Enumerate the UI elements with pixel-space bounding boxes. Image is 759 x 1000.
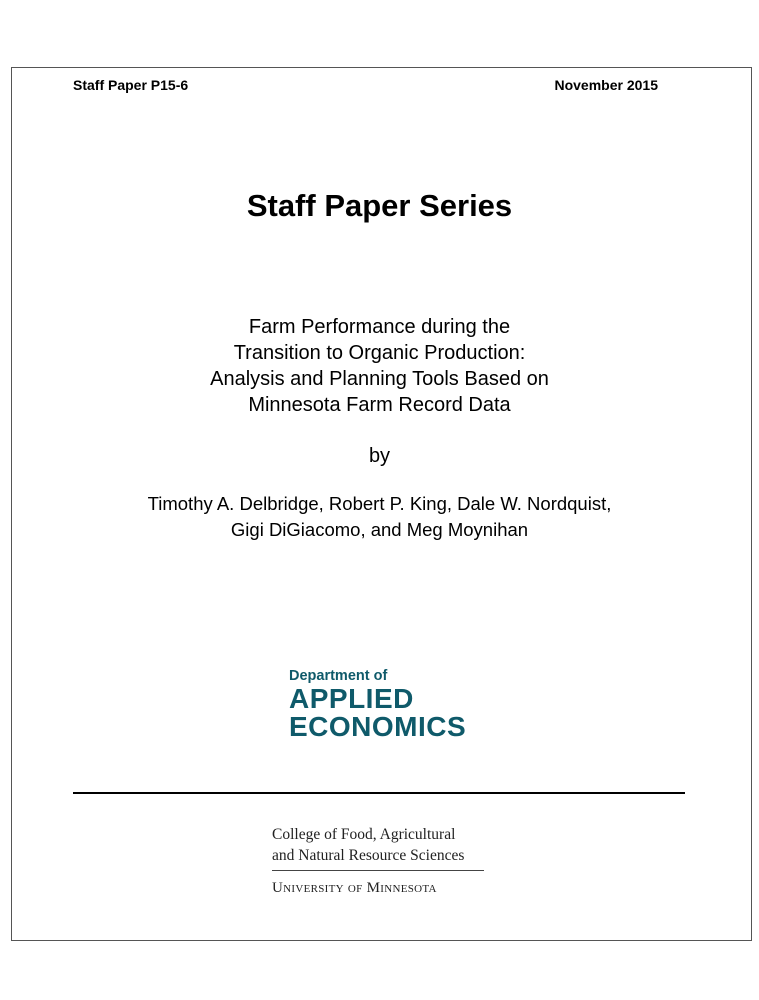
paper-title	[0, 314, 759, 418]
series-title: Staff Paper Series	[246, 188, 513, 223]
logo-department-of: Department of	[289, 668, 388, 684]
paper-title-line: Farm Performance during the	[248, 316, 511, 338]
staff-paper-number: Staff Paper P15-6	[73, 77, 189, 93]
authors	[0, 491, 759, 543]
college-name	[272, 824, 464, 866]
authors-line: Timothy A. Delbridge, Robert P. King, Dale W. Nordquist,	[147, 493, 612, 514]
applied-economics-logo	[289, 668, 466, 741]
college-divider	[272, 870, 484, 871]
logo-applied: APPLIED	[289, 683, 414, 714]
publication-date: November 2015	[554, 77, 658, 93]
university-name: University of Minnesota	[272, 880, 437, 896]
paper-title-line: Minnesota Farm Record Data	[248, 394, 511, 416]
paper-title-line: Analysis and Planning Tools Based on	[210, 368, 549, 390]
logo-economics: ECONOMICS	[289, 711, 467, 742]
horizontal-divider	[73, 792, 685, 794]
college-line: and Natural Resource Sciences	[272, 847, 465, 864]
paper-title-line: Transition to Organic Production:	[233, 342, 526, 364]
by-label: by	[368, 445, 391, 467]
authors-line: Gigi DiGiacomo, and Meg Moynihan	[230, 519, 529, 540]
college-line: College of Food, Agricultural	[272, 826, 456, 843]
